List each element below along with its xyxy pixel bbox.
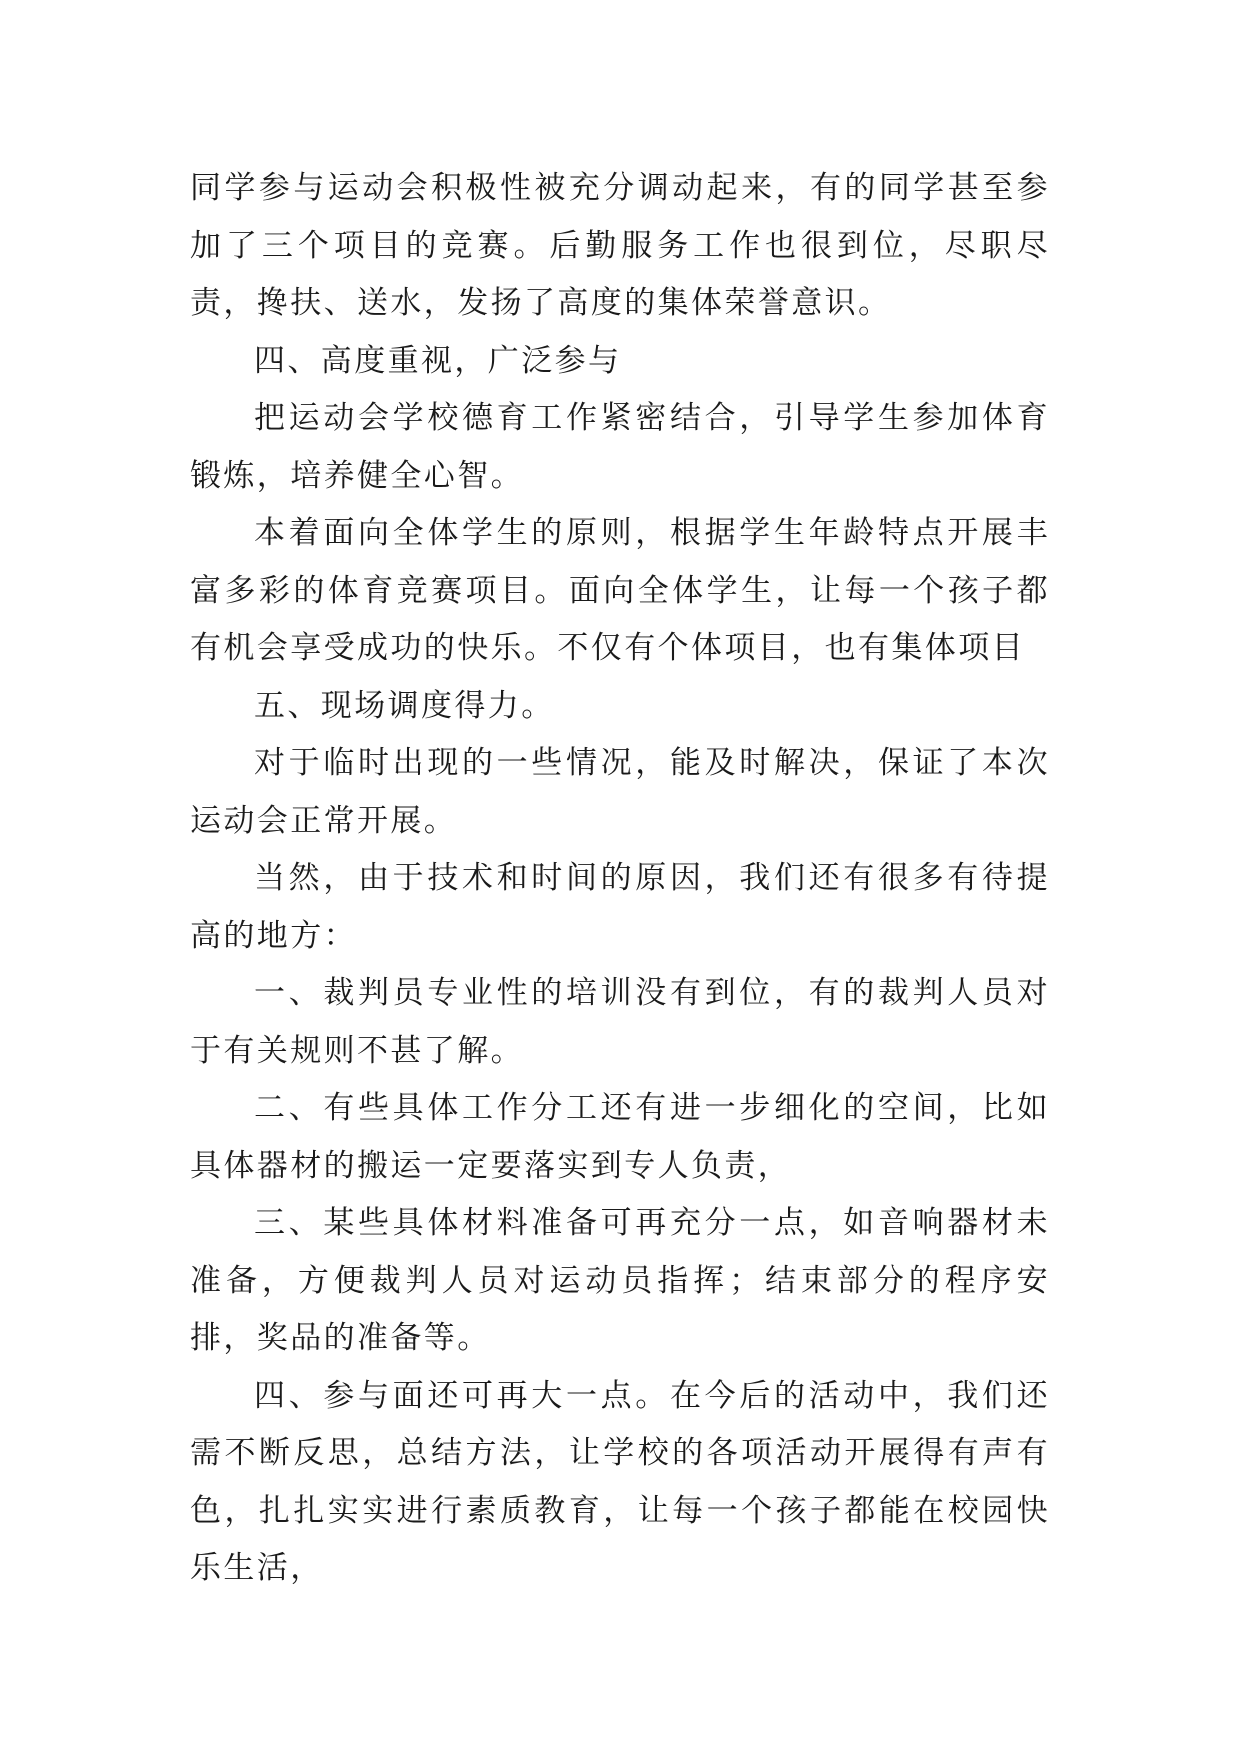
improvement-item-3: 三、某些具体材料准备可再充分一点，如音响器材未准备，方便裁判人员对运动员指挥；结束部分的程序安排，奖品的准备等。 bbox=[190, 1205, 1050, 1356]
paragraph-on-site: 对于临时出现的一些情况，能及时解决，保证了本次运动会正常开展。 bbox=[190, 745, 1050, 839]
paragraph-continuation: 同学参与运动会积极性被充分调动起来，有的同学甚至参加了三个项目的竞赛。后勤服务工作也很到位，尽职尽责，搀扶、送水，发扬了高度的集体荣誉意识。 bbox=[190, 170, 1050, 321]
section-heading-5: 五、现场调度得力。 bbox=[254, 687, 555, 724]
improvement-item-4: 四、参与面还可再大一点。在今后的活动中，我们还需不断反思，总结方法，让学校的各项活动开展得有声有色，扎扎实实进行素质教育，让每一个孩子都能在校园快乐生活， bbox=[190, 1377, 1050, 1586]
document-body bbox=[190, 160, 1050, 1598]
section-heading-4: 四、高度重视，广泛参与 bbox=[254, 342, 622, 379]
paragraph-moral-education: 把运动会学校德育工作紧密结合，引导学生参加体育锻炼，培养健全心智。 bbox=[190, 400, 1050, 494]
improvement-item-2: 二、有些具体工作分工还有进一步细化的空间，比如具体器材的搬运一定要落实到专人负责， bbox=[190, 1090, 1050, 1184]
improvement-item-1: 一、裁判员专业性的培训没有到位，有的裁判人员对于有关规则不甚了解。 bbox=[190, 975, 1050, 1069]
paragraph-all-students: 本着面向全体学生的原则，根据学生年龄特点开展丰富多彩的体育竞赛项目。面向全体学生，让每一个孩子都有机会享受成功的快乐。不仅有个体项目，也有集体项目 bbox=[190, 515, 1050, 666]
paragraph-improvements-intro: 当然，由于技术和时间的原因，我们还有很多有待提高的地方： bbox=[190, 860, 1050, 954]
